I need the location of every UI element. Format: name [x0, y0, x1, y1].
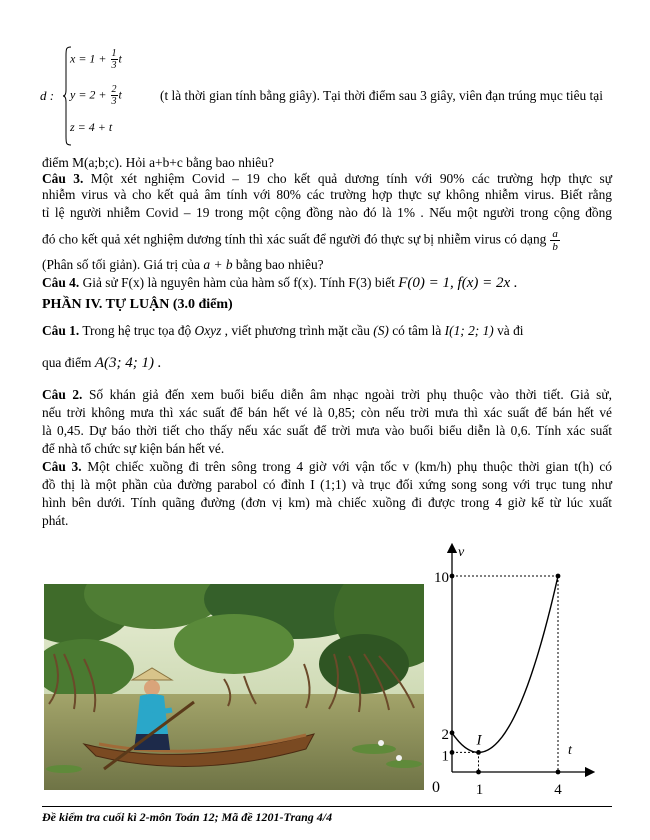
equation-y: y = 2 + $\frac{2}{3}$ t: [70, 84, 122, 107]
fraction-a-over-b: $\frac{a}{b}$: [552, 228, 558, 253]
y-tick-1: 1: [441, 748, 449, 765]
essay-1-line-1: Câu 1. Trong hệ trục tọa độ Oxyz , viết phương trình mặt cầu (S) có tâm là I(1; 2; 1) và đi: [42, 323, 524, 338]
y-tick-10: 10: [434, 570, 449, 586]
point-axis-x4: [556, 770, 561, 775]
point-axis-y10: [450, 574, 455, 579]
point-end: [556, 574, 561, 579]
essay-3-line-1: Câu 3. Một chiếc xuồng đi trên sông trong 4 giờ với vận tốc v (km/h) phụ thuộc thời gian t(h) có: [42, 459, 612, 474]
question-4: Câu 4. Giả sử F(x) là nguyên hàm của hàm số f(x). Tính F(3) biết F(0) = 1, f(x) = 2x .: [42, 275, 518, 291]
question-3-line-4: đó cho kết quả xét nghiệm dương tính thì xác suất để người đó thực sự bị nhiễm virus có dạng $\frac{a}{b}$: [42, 228, 558, 253]
x-tick-1: 1: [475, 782, 484, 798]
question-3-line-2: nhiễm virus và cho kết quả âm tính với 80% các trường hợp thực sự không nhiễm virus. Biết rằng: [42, 187, 612, 202]
boat-illustration: [44, 584, 424, 790]
y-axis-label: v: [458, 545, 465, 560]
question-3-line-3: tỉ lệ người nhiễm Covid – 19 trong một cộng đồng nào đó là 1% . Nếu một người trong cộng đồng: [42, 205, 612, 220]
footer-rule: [42, 806, 612, 807]
x-axis-label: t: [568, 743, 572, 758]
essay-2-line-1: Câu 2. Số khán giả đến xem buổi biểu diễn âm nhạc ngoài trời phụ thuộc vào thời tiết. Giả sử,: [42, 387, 612, 402]
x-tick-4: 4: [554, 782, 562, 798]
essay-2-line-2: nếu trời không mưa thì xác suất để bán hết vé là 0,85; còn nếu trời mưa thì xác suất để bán hết vé: [42, 405, 612, 420]
point-vertex: [476, 750, 481, 755]
question-3-line-5: (Phân số tối giản). Giá trị của a + b bằng bao nhiêu?: [42, 257, 324, 272]
point-axis-x1: [476, 770, 481, 775]
origin-label: 0: [432, 779, 440, 796]
question-2-end: điểm M(a;b;c). Hỏi a+b+c bằng bao nhiêu?: [42, 155, 274, 170]
page-footer: Đề kiểm tra cuối kì 2-môn Toán 12; Mã đề 1201-Trang 4/4: [42, 810, 333, 824]
essay-1-line-2: qua điểm A(3; 4; 1) .: [42, 355, 162, 371]
system-label: d :: [40, 88, 55, 103]
essay-3-line-4: phát.: [42, 513, 69, 528]
question-3-line-1: Câu 3. Một xét nghiệm Covid – 19 cho kết quả dương tính với 90% các trường hợp thực sự: [42, 171, 612, 186]
line-equation-system: [40, 40, 620, 152]
essay-3-line-2: đồ thị là một phần của đường parabol có đỉnh I (1;1) và trục đối xứng song song với trục tung như: [42, 477, 612, 492]
essay-2-line-3: là 0,45. Dự báo thời tiết cho thấy nếu xác suất để trời mưa vào buổi biểu diễn là 0,6. Tính xác suất: [42, 423, 612, 438]
point-axis-y1: [450, 750, 455, 755]
parabola-curve: [452, 576, 558, 752]
essay-2-line-4: để nhà tổ chức sự kiện bán hết vé.: [42, 441, 225, 456]
velocity-graph: [422, 540, 602, 802]
equation-x: x = 1 + $\frac{1}{3}$ t: [70, 48, 122, 71]
essay-3-line-3: hình bên dưới. Tính quãng đường (đơn vị km) mà chiếc xuồng đi được trong 4 giờ kể từ lúc xuất: [42, 495, 612, 510]
part-4-heading: PHẦN IV. TỰ LUẬN (3.0 điểm): [42, 297, 233, 312]
equation-z: z = 4 + t: [70, 120, 113, 134]
vertex-label: I: [476, 732, 482, 749]
system-tail-text: (t là thời gian tính bằng giây). Tại thời điểm sau 3 giây, viên đạn trúng mục tiêu tại: [160, 88, 603, 103]
point-y-intercept: [450, 730, 455, 735]
y-tick-2: 2: [441, 726, 449, 743]
